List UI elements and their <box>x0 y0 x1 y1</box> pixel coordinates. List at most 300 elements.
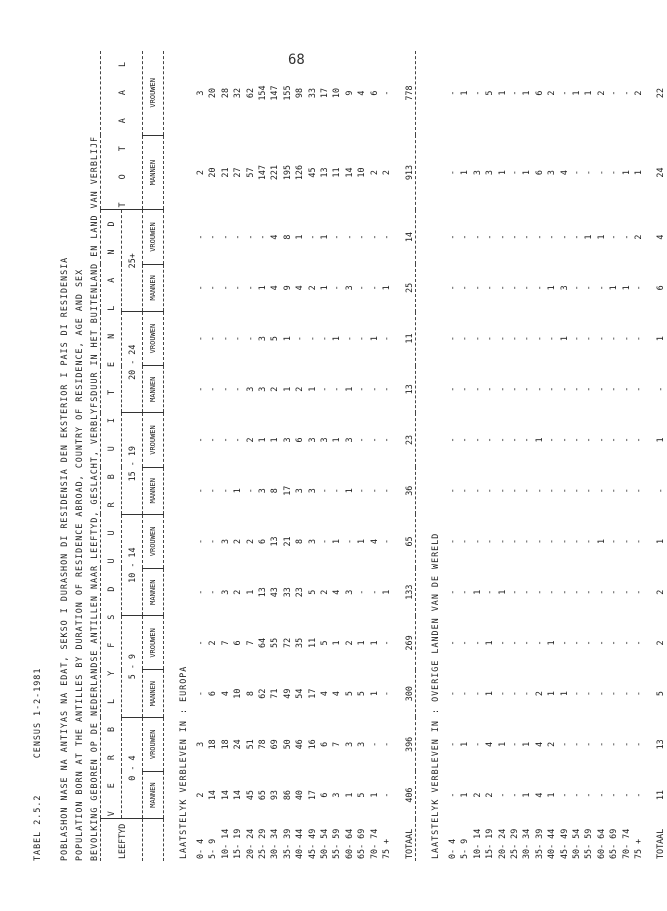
cell: 18 <box>219 739 230 750</box>
cell: 14 <box>219 790 230 801</box>
cell: - <box>244 336 255 342</box>
cell: 23 <box>294 587 305 598</box>
cell: - <box>583 285 594 291</box>
cell: 16 <box>306 739 317 750</box>
cell: 3 <box>356 741 367 747</box>
cell: - <box>583 437 594 443</box>
age-label: 75 + <box>633 838 643 859</box>
cell: - <box>620 691 631 697</box>
cell: - <box>471 538 482 544</box>
cell: - <box>608 170 619 176</box>
cell: - <box>608 336 619 342</box>
cell: 2 <box>633 234 643 240</box>
cell: - <box>319 538 330 544</box>
cell: 4 <box>219 691 230 697</box>
cell: 2 <box>244 437 255 443</box>
cell: - <box>195 336 205 342</box>
cell: 1 <box>459 741 470 747</box>
cell: - <box>381 386 392 392</box>
cell: - <box>508 792 519 798</box>
cell: - <box>608 234 619 240</box>
table-row <box>471 51 483 861</box>
cell: 1 <box>343 386 354 392</box>
table-row <box>281 51 293 861</box>
cell: - <box>608 90 619 96</box>
cell: - <box>471 640 482 646</box>
cell: 2 <box>533 691 544 697</box>
cell: - <box>521 488 532 494</box>
cell: 1 <box>381 285 392 291</box>
cell: - <box>484 386 495 392</box>
cell: 2 <box>343 640 354 646</box>
cell: - <box>546 336 557 342</box>
cell: 17 <box>306 790 317 801</box>
cell: 2 <box>195 792 205 798</box>
cell: 1 <box>633 170 643 176</box>
cell: - <box>484 538 495 544</box>
cell: 21 <box>219 167 230 178</box>
total-cell: 396 <box>403 736 414 752</box>
cell: - <box>583 691 594 697</box>
cell: 69 <box>269 739 280 750</box>
cell: - <box>633 589 643 595</box>
cell: 3 <box>244 386 255 392</box>
cell: 3 <box>257 488 268 494</box>
cell: 1 <box>496 589 507 595</box>
cell: - <box>620 488 631 494</box>
cell: - <box>331 234 342 240</box>
title-english: POPULATION BORN AT THE ANTILLES BY DURATION OF RESIDENCE ABROAD, COUNTRY OF RESIDENCE, AGE AND SEX <box>74 268 84 861</box>
cell: - <box>368 285 379 291</box>
cell: - <box>633 285 643 291</box>
cell: 3 <box>319 437 330 443</box>
cell: - <box>570 170 581 176</box>
total-cell: 2 <box>655 640 666 646</box>
cell: 6 <box>319 741 330 747</box>
cell: 2 <box>484 792 495 798</box>
cell: - <box>219 437 230 443</box>
cell: 1 <box>521 170 532 176</box>
cell: 4 <box>294 285 305 291</box>
table-row <box>632 51 644 861</box>
cell: 3 <box>331 792 342 798</box>
cell: 40 <box>294 790 305 801</box>
cell: 7 <box>331 741 342 747</box>
cell: 33 <box>306 88 317 99</box>
total-cell: 2 <box>655 589 666 595</box>
cell: - <box>232 437 243 443</box>
cell: 2 <box>244 538 255 544</box>
cell: - <box>521 285 532 291</box>
cell: - <box>232 386 243 392</box>
table-row <box>558 51 570 861</box>
cell: - <box>558 741 569 747</box>
table-row <box>508 51 520 861</box>
cell: - <box>633 792 643 798</box>
cell: - <box>496 691 507 697</box>
cell: - <box>546 589 557 595</box>
cell: 1 <box>319 234 330 240</box>
table-row <box>545 51 557 861</box>
cell: - <box>232 336 243 342</box>
cell: 1 <box>583 234 594 240</box>
cell: - <box>608 741 619 747</box>
cell: - <box>446 640 457 646</box>
cell: - <box>459 538 470 544</box>
cell: - <box>508 538 519 544</box>
total-header: T O T A A L <box>101 51 143 210</box>
duration-group-4: 20 - 24 <box>122 312 143 413</box>
cell: 4 <box>269 234 280 240</box>
cell: - <box>595 437 606 443</box>
cell: - <box>368 741 379 747</box>
cell: - <box>558 386 569 392</box>
cell: 46 <box>294 739 305 750</box>
cell: - <box>356 285 367 291</box>
age-label: 50- 54 <box>319 828 330 859</box>
age-label: 50- 54 <box>570 828 581 859</box>
cell: 51 <box>244 739 255 750</box>
cell: - <box>533 336 544 342</box>
cell: - <box>368 488 379 494</box>
cell: 3 <box>219 538 230 544</box>
cell: - <box>558 792 569 798</box>
age-label: 0- 4 <box>446 838 457 859</box>
cell: - <box>195 589 205 595</box>
sex-label: VROUWEN <box>143 717 164 771</box>
sex-label: MANNEN <box>143 771 164 818</box>
cell: 4 <box>331 691 342 697</box>
cell: 1 <box>546 640 557 646</box>
cell: 1 <box>306 386 317 392</box>
cell: - <box>583 336 594 342</box>
cell: - <box>595 336 606 342</box>
cell: - <box>446 589 457 595</box>
cell: 1 <box>521 741 532 747</box>
table-row <box>268 51 280 861</box>
cell: - <box>508 170 519 176</box>
cell: - <box>558 589 569 595</box>
cell: 5 <box>269 336 280 342</box>
cell: 1 <box>257 285 268 291</box>
cell: - <box>583 538 594 544</box>
table-row <box>330 51 342 861</box>
cell: - <box>558 234 569 240</box>
cell: - <box>195 234 205 240</box>
cell: - <box>620 336 631 342</box>
total-label: TOTAAL <box>655 828 666 859</box>
duration-group-2: 10 - 14 <box>122 514 143 615</box>
table-row <box>533 51 545 861</box>
cell: 1 <box>558 691 569 697</box>
cell: - <box>608 792 619 798</box>
cell: 1 <box>533 437 544 443</box>
cell: - <box>521 640 532 646</box>
cell: - <box>319 386 330 392</box>
cell: - <box>459 285 470 291</box>
cell: - <box>471 437 482 443</box>
cell: - <box>446 488 457 494</box>
cell: 4 <box>533 741 544 747</box>
table-row <box>582 51 594 861</box>
cell: 4 <box>356 90 367 96</box>
cell: - <box>195 386 205 392</box>
cell: - <box>219 386 230 392</box>
age-label: 70- 74 <box>368 828 379 859</box>
cell: 2 <box>546 741 557 747</box>
cell: - <box>570 437 581 443</box>
cell: - <box>219 234 230 240</box>
cell: - <box>620 386 631 392</box>
cell: - <box>570 792 581 798</box>
cell: 2 <box>207 640 218 646</box>
cell: 1 <box>269 437 280 443</box>
duration-group-0: 0 - 4 <box>122 717 143 818</box>
duration-group-3: 15 - 19 <box>122 413 143 514</box>
cell: - <box>546 488 557 494</box>
cell: - <box>558 538 569 544</box>
sex-label: VROUWEN <box>143 413 164 467</box>
age-label: 60- 64 <box>595 828 606 859</box>
cell: 1 <box>368 336 379 342</box>
table-row <box>194 51 206 861</box>
age-label: 40- 44 <box>546 828 557 859</box>
cell: 13 <box>319 167 330 178</box>
cell: 3 <box>306 538 317 544</box>
cell: 7 <box>219 640 230 646</box>
age-label: 65- 69 <box>356 828 367 859</box>
cell: 2 <box>232 589 243 595</box>
cell: - <box>306 234 317 240</box>
cell: - <box>583 741 594 747</box>
cell: 154 <box>257 85 268 101</box>
cell: - <box>508 285 519 291</box>
cell: - <box>356 589 367 595</box>
total-cell: 6 <box>655 285 666 291</box>
cell: - <box>207 538 218 544</box>
cell: - <box>459 437 470 443</box>
total-cell: 133 <box>403 584 414 600</box>
cell: 2 <box>195 170 205 176</box>
total-cell: 269 <box>403 635 414 651</box>
cell: 8 <box>281 234 292 240</box>
age-label: 15- 19 <box>232 828 243 859</box>
cell: - <box>219 336 230 342</box>
sex-label: MANNEN <box>143 568 164 615</box>
age-label: 55- 59 <box>583 828 594 859</box>
cell: - <box>595 488 606 494</box>
table-row <box>256 51 268 861</box>
cell: - <box>570 640 581 646</box>
table-row <box>306 51 318 861</box>
cell: 2 <box>595 90 606 96</box>
cell: 57 <box>244 167 255 178</box>
cell: - <box>195 691 205 697</box>
cell: 1 <box>294 234 305 240</box>
cell: - <box>471 741 482 747</box>
cell: 64 <box>257 637 268 648</box>
total-cell: 13 <box>655 739 666 750</box>
age-label: 30- 34 <box>269 828 280 859</box>
cell: - <box>620 640 631 646</box>
cell: - <box>583 170 594 176</box>
cell: - <box>343 538 354 544</box>
cell: 1 <box>331 336 342 342</box>
cell: 7 <box>244 640 255 646</box>
cell: 1 <box>496 90 507 96</box>
cell: 2 <box>294 386 305 392</box>
cell: 3 <box>257 386 268 392</box>
cell: - <box>471 285 482 291</box>
cell: - <box>546 437 557 443</box>
cell: - <box>583 488 594 494</box>
cell: 5 <box>343 691 354 697</box>
cell: 65 <box>257 790 268 801</box>
total-row <box>393 51 416 861</box>
cell: - <box>508 589 519 595</box>
cell: 1 <box>319 285 330 291</box>
cell: - <box>508 640 519 646</box>
cell: - <box>533 640 544 646</box>
title-dutch: BEVOLKING GEBOREN OP DE NEDERLANDSE ANTILLEN NAAR LEEFTYD, GESLACHT, VERBLYFSDUUR IN HET BUITENLAND EN LAND VAN VERBLIJF <box>89 135 99 861</box>
cell: 1 <box>620 170 631 176</box>
cell: - <box>459 336 470 342</box>
cell: - <box>521 437 532 443</box>
cell: 3 <box>306 488 317 494</box>
total-cell: 406 <box>403 787 414 803</box>
total-cell: 1 <box>655 336 666 342</box>
cell: - <box>633 640 643 646</box>
cell: - <box>608 437 619 443</box>
cell: - <box>244 488 255 494</box>
sex-header-row <box>143 51 164 861</box>
cell: - <box>583 386 594 392</box>
page-number: 68 <box>288 52 305 68</box>
cell: - <box>533 589 544 595</box>
cell: - <box>620 589 631 595</box>
cell: - <box>558 488 569 494</box>
age-label: 25- 29 <box>508 828 519 859</box>
cell: 86 <box>281 790 292 801</box>
cell: - <box>533 285 544 291</box>
cell: - <box>608 386 619 392</box>
total-cell: 1 <box>655 538 666 544</box>
cell: 1 <box>471 589 482 595</box>
cell: - <box>508 741 519 747</box>
cell: - <box>195 488 205 494</box>
age-label: 35- 39 <box>281 828 292 859</box>
cell: - <box>195 538 205 544</box>
cell: - <box>459 640 470 646</box>
cell: 147 <box>269 85 280 101</box>
age-label: 20- 24 <box>496 828 507 859</box>
total-cell: 1 <box>655 437 666 443</box>
cell: 10 <box>356 167 367 178</box>
cell: 78 <box>257 739 268 750</box>
cell: - <box>459 691 470 697</box>
cell: - <box>595 640 606 646</box>
cell: 3 <box>257 336 268 342</box>
cell: 49 <box>281 688 292 699</box>
cell: - <box>570 234 581 240</box>
age-label: 5- 9 <box>459 838 470 859</box>
cell: 1 <box>546 691 557 697</box>
cell: 1 <box>368 792 379 798</box>
cell: 8 <box>244 691 255 697</box>
table-row <box>380 51 392 861</box>
cell: - <box>446 170 457 176</box>
cell: - <box>319 336 330 342</box>
cell: - <box>381 640 392 646</box>
cell: 6 <box>257 538 268 544</box>
total-cell: 913 <box>403 164 414 181</box>
cell: 17 <box>319 88 330 99</box>
cell: 1 <box>484 640 495 646</box>
cell: - <box>207 285 218 291</box>
cell: 6 <box>533 90 544 96</box>
cell: - <box>471 691 482 697</box>
total-cell: 14 <box>403 232 414 243</box>
cell: - <box>459 386 470 392</box>
cell: 1 <box>459 90 470 96</box>
cell: - <box>331 386 342 392</box>
age-label: 60- 64 <box>343 828 354 859</box>
cell: - <box>583 640 594 646</box>
cell: - <box>446 792 457 798</box>
cell: - <box>459 488 470 494</box>
duration-group-1: 5 - 9 <box>122 616 143 717</box>
age-label: 30- 34 <box>521 828 532 859</box>
cell: - <box>633 538 643 544</box>
cell: - <box>521 386 532 392</box>
cell: - <box>521 538 532 544</box>
cell: 1 <box>546 285 557 291</box>
cell: - <box>546 538 557 544</box>
cell: - <box>381 488 392 494</box>
cell: 8 <box>269 488 280 494</box>
cell: 1 <box>484 691 495 697</box>
cell: - <box>558 640 569 646</box>
section-label: LAATSTELYK VERBLEVEN IN : EUROPA <box>178 665 188 859</box>
age-label: 5- 9 <box>207 838 218 859</box>
cell: 2 <box>546 90 557 96</box>
cell: 1 <box>232 488 243 494</box>
cell: 6 <box>533 170 544 176</box>
cell: 9 <box>343 90 354 96</box>
cell: - <box>508 234 519 240</box>
cell: 2 <box>232 538 243 544</box>
cell: - <box>521 234 532 240</box>
cell: 1 <box>331 437 342 443</box>
cell: - <box>608 488 619 494</box>
cell: 17 <box>281 485 292 496</box>
cell: - <box>446 741 457 747</box>
cell: - <box>381 336 392 342</box>
cell: 1 <box>381 589 392 595</box>
cell: - <box>219 488 230 494</box>
cell: - <box>207 386 218 392</box>
cell: 5 <box>356 792 367 798</box>
cell: 14 <box>207 790 218 801</box>
cell: - <box>446 386 457 392</box>
cell: 18 <box>207 739 218 750</box>
cell: 17 <box>306 688 317 699</box>
group-header: V E R B L Y F S D U U R B U I T E N L A N D <box>101 210 122 819</box>
age-label: 70- 74 <box>620 828 631 859</box>
cell: 10 <box>331 88 342 99</box>
total-cell: 11 <box>403 333 414 344</box>
cell: - <box>570 741 581 747</box>
